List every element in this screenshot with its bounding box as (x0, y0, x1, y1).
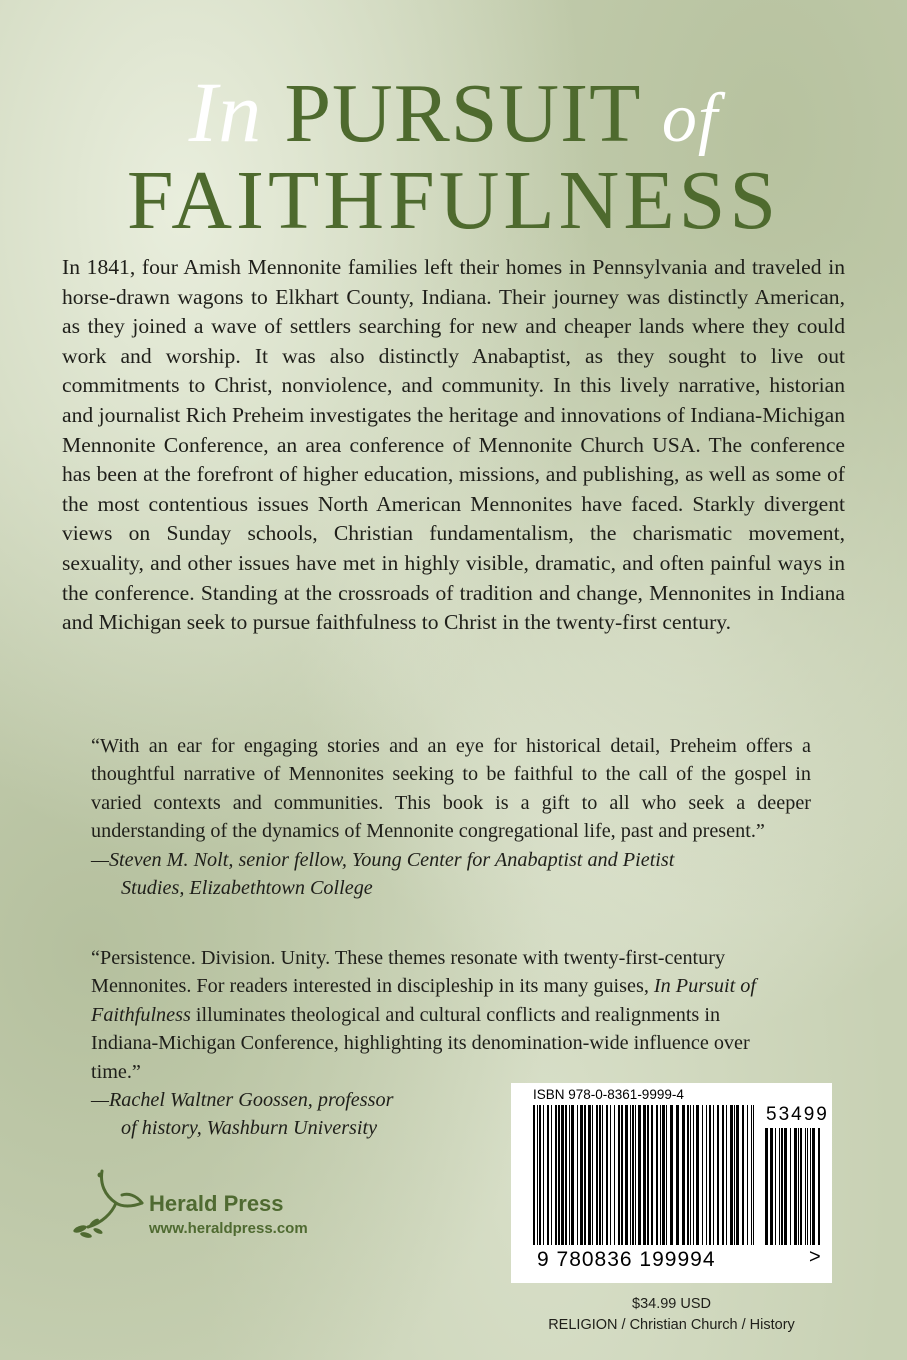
barcode-bar (775, 1128, 776, 1245)
quote-text-cont: illuminates theological and cultural conflicts and realignments in Indiana-Michigan Conference, highlighting its denomination-wide influence over time.” (91, 1003, 750, 1083)
barcode-bar (539, 1105, 541, 1245)
barcode-bar (682, 1105, 685, 1245)
barcode-bar (656, 1105, 658, 1245)
barcode-bar (643, 1105, 646, 1245)
barcode-bar (651, 1105, 653, 1245)
barcode-bar (742, 1105, 744, 1245)
quote-text: “With an ear for engaging stories and an eye for historical detail, Preheim offers a thoughtful narrative of Mennonites seeking to be faithful to the call of the gospel in varied contexts and communities. This book is a gift to all who seek a deeper understanding of the dynamics of Mennonite congregational life, past and present.” (91, 735, 811, 843)
title-in: In (188, 64, 263, 160)
barcode-bar (687, 1105, 689, 1245)
publisher-name: Herald Press (149, 1191, 284, 1216)
barcode-bar (706, 1105, 707, 1245)
title-line-1 (0, 62, 907, 162)
barcode-bar (807, 1128, 808, 1245)
barcode-bar (630, 1105, 631, 1245)
barcode-bar (810, 1128, 811, 1245)
title-of: of (661, 80, 719, 157)
barcode-bar (618, 1105, 620, 1245)
barcode-bar (584, 1105, 586, 1245)
barcode-bar (602, 1105, 603, 1245)
barcode-bar (717, 1105, 719, 1245)
barcode-bar (592, 1105, 593, 1245)
barcode-bar (818, 1128, 820, 1245)
barcode-bar (551, 1105, 552, 1245)
barcode-bar (610, 1105, 611, 1245)
barcode-bar (670, 1105, 673, 1245)
quote-attribution-cont: Studies, Elizabethtown College (121, 877, 373, 900)
barcode-arrow: > (809, 1246, 821, 1268)
barcode-bar (709, 1105, 711, 1245)
barcode-bar (533, 1105, 535, 1245)
barcode-bar (713, 1105, 714, 1245)
barcode-bar (561, 1105, 564, 1245)
endorsement-quote (91, 732, 811, 902)
title-pursuit: PURSUIT (284, 67, 640, 160)
publisher-url: www.heraldpress.com (149, 1220, 308, 1237)
title-faithfulness: FAITHFULNESS (126, 154, 781, 247)
barcode-bar (722, 1105, 724, 1245)
barcode-bar (693, 1105, 694, 1245)
barcode-bar (812, 1128, 815, 1245)
price-addon-barcode (765, 1128, 823, 1245)
barcode-bar (625, 1105, 628, 1245)
barcode-bar (577, 1105, 578, 1245)
isbn-barcode (533, 1105, 755, 1245)
barcode-bar (751, 1105, 752, 1245)
barcode-addon-digits: 53499 (766, 1104, 829, 1125)
barcode-bar (599, 1105, 601, 1245)
barcode-bar (660, 1105, 661, 1245)
barcode-bar (614, 1105, 615, 1245)
barcode-bar (798, 1128, 799, 1245)
barcode-bar (794, 1128, 797, 1245)
barcode-bar (632, 1105, 634, 1245)
quote-text: “Persistence. Division. Unity. These themes resonate with twenty-first-century Mennonites. For readers interested in discipleship in its many guises, (91, 947, 726, 998)
barcode-bar (555, 1105, 557, 1245)
barcode-bar (638, 1105, 641, 1245)
barcode-bar (730, 1105, 733, 1245)
barcode-bar (770, 1128, 773, 1245)
barcode-bar (666, 1105, 667, 1245)
quote-attribution: —Rachel Waltner Goossen, professor (91, 1089, 394, 1112)
quote-attribution-cont: of history, Washburn University (121, 1117, 378, 1140)
barcode-bar (805, 1128, 806, 1245)
barcode-bar (565, 1105, 567, 1245)
barcode-bar (635, 1105, 636, 1245)
barcode-bar (784, 1128, 787, 1245)
barcode-bar (696, 1105, 699, 1245)
barcode-bar (647, 1105, 649, 1245)
barcode-bar (662, 1105, 665, 1245)
subject-category: RELIGION / Christian Church / History (548, 1317, 795, 1333)
quote-book-title: In Pursuit of Faithfulness (91, 975, 756, 1026)
barcode-bar (621, 1105, 623, 1245)
book-description: In 1841, four Amish Mennonite families left their homes in Pennsylvania and traveled in horse-drawn wagons to Elkhart County, Indiana. Their journey was distinctly American, as they joined a wave of settlers searching for new and cheaper lands where they could work and worship. It was also distinctly Anabaptist, as they sought to live out commitments to Christ, nonviolence, and community. In this lively narrative, historian and journalist Rich Preheim investigates the heritage and innovations of Indiana-Michigan Mennonite Conference, an area conference of Mennonite Church USA. The conference has been at the forefront of higher education, missions, and publishing, as well as some of the most contentious issues North American Mennonites have faced. Starkly divergent views on Sunday schools, Christian fundamentalism, the charismatic movement, sexuality, and other issues have met in highly visible, dramatic, and often painful ways in the conference. Standing at the crossroads of tradition and change, Mennonites in Indiana and Michigan seek to pursue faithfulness to Christ in the twenty-first century. (62, 255, 845, 635)
barcode-bar (558, 1105, 560, 1245)
barcode-bar (596, 1105, 598, 1245)
barcode-bar (726, 1105, 727, 1245)
barcode-bar (734, 1105, 735, 1245)
barcode-bar (676, 1105, 679, 1245)
barcode-bar (747, 1105, 748, 1245)
barcode-bar (580, 1105, 583, 1245)
barcode-bar (781, 1128, 783, 1245)
quote-attribution: —Steven M. Nolt, senior fellow, Young Center for Anabaptist and Pietist (91, 848, 675, 871)
barcode-bar (543, 1105, 544, 1245)
barcode-bar (547, 1105, 549, 1245)
barcode-bar (765, 1128, 768, 1245)
barcode-bar (606, 1105, 608, 1245)
barcode-bar (736, 1105, 739, 1245)
barcode-bar (588, 1105, 591, 1245)
barcode-bar (571, 1105, 574, 1245)
barcode-panel (511, 1083, 832, 1283)
barcode-bar (800, 1128, 802, 1245)
barcode-bar (790, 1128, 791, 1245)
dove-with-olive-branch-icon (72, 1165, 152, 1240)
barcode-digits: 9 780836 199994 (537, 1248, 716, 1271)
price: $34.99 USD (632, 1296, 711, 1312)
barcode-bar (537, 1105, 538, 1245)
barcode-bar (753, 1105, 754, 1245)
barcode-bar (702, 1105, 703, 1245)
barcode-bar (690, 1105, 691, 1245)
barcode-bar (569, 1105, 570, 1245)
isbn-label: ISBN 978-0-8361-9999-4 (533, 1087, 684, 1102)
barcode-bar (779, 1128, 780, 1245)
